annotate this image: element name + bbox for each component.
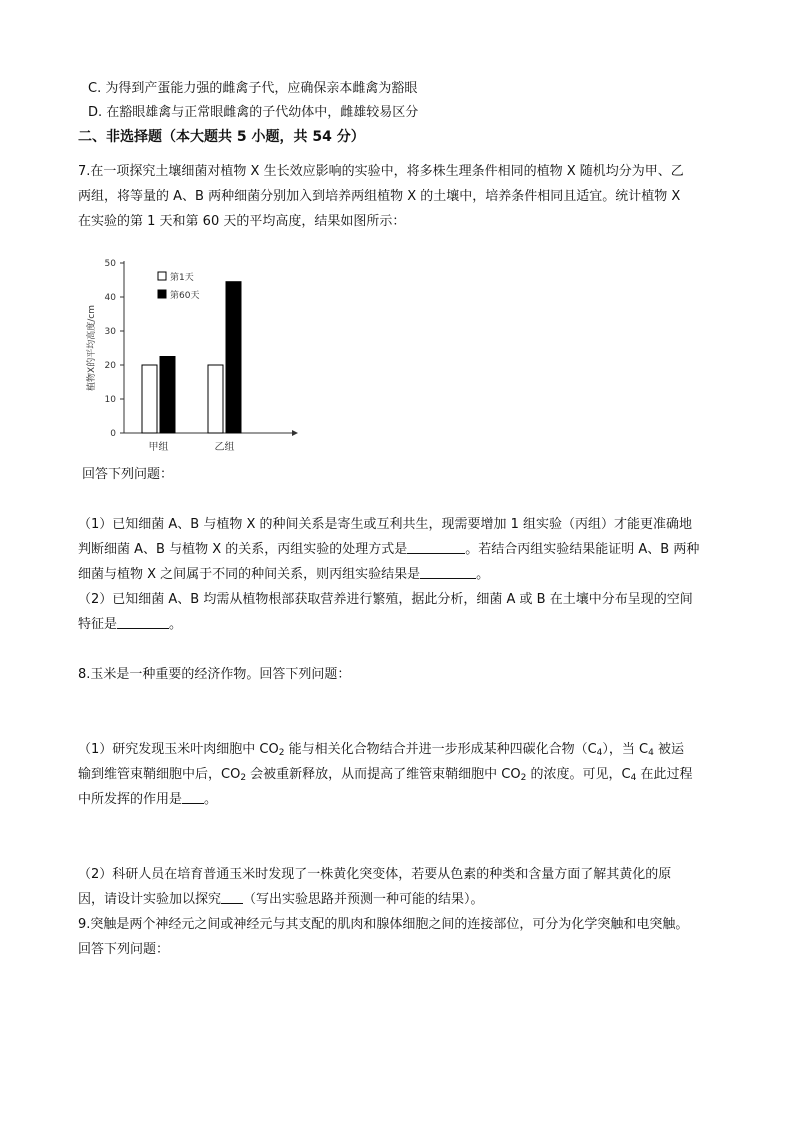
q8-part1-text: 中所发挥的作用是 (78, 792, 183, 807)
y-tick-label: 0 (110, 429, 116, 439)
q8-part1-text: （1）研究发现玉米叶肉细胞中 CO (78, 742, 279, 757)
answer-blank[interactable] (420, 566, 476, 579)
y-tick-label: 10 (104, 395, 116, 405)
y-tick-label: 30 (104, 327, 116, 337)
q8-part1-text: ），当 C (602, 742, 649, 757)
bar-chart (80, 250, 310, 465)
q7-stem-line-1: 7.在一项探究土壤细菌对植物 X 生长效应影响的实验中，将多株生理条件相同的植物 X 随机均分为甲、乙 (78, 164, 684, 179)
x-axis-arrow (292, 430, 298, 436)
answer-blank[interactable] (117, 616, 169, 629)
q7-stem-line-3: 在实验的第 1 天和第 60 天的平均高度，结果如图所示： (78, 214, 406, 229)
answer-blank[interactable] (221, 891, 243, 904)
q8-part2-text: （写出实验思路并预测一种可能的结果）。 (243, 892, 484, 907)
q7-part1-line-3 (78, 566, 489, 584)
legend-label: 第1天 (170, 273, 194, 283)
q8-part2-line-1: （2）科研人员在培育普通玉米时发现了一株黄化突变体，若要从色素的种类和含量方面了解其黄化的原 (78, 867, 672, 882)
q8-part1-text: 会被重新释放，从而提高了维管束鞘细胞中 CO (246, 767, 521, 782)
subscript: 4 (630, 773, 637, 783)
q7-stem-line-2: 两组，将等量的 A、B 两种细菌分别加入到培养两组植物 X 的土壤中，培养条件相同且适宜。统计植物 X (78, 189, 681, 204)
y-tick-label: 40 (104, 293, 116, 303)
x-tick-label: 甲组 (148, 442, 169, 453)
q8-part1-text: 输到维管束鞘细胞中后，CO (78, 767, 241, 782)
q8-part1-text: 。 (204, 792, 218, 807)
q7-part1-line-3-text-b: 。 (476, 567, 490, 582)
q7-part1-line-2-text-a: 判断细菌 A、B 与植物 X 的关系，丙组实验的处理方式是 (78, 542, 408, 557)
subscript: 4 (648, 748, 654, 758)
q8-part1-line-2 (78, 766, 692, 784)
q8-stem: 8.玉米是一种重要的经济作物。回答下列问题： (78, 667, 351, 682)
q7-part1-line-3-text-a: 细菌与植物 X 之间属于不同的种间关系，则丙组实验结果是 (78, 567, 421, 582)
legend-swatch (158, 290, 166, 298)
bar-day60 (226, 282, 241, 433)
subscript: 2 (240, 773, 247, 783)
subscript: 4 (596, 748, 603, 758)
bar-day1 (142, 365, 157, 433)
q7-part1-line-2-text-b: 。若结合丙组实验结果能证明 A、B 两种 (465, 542, 700, 557)
subscript: 2 (278, 748, 285, 758)
answer-blank[interactable] (182, 791, 204, 804)
q7-part2-line-2 (78, 616, 182, 634)
y-tick-label: 20 (104, 361, 116, 371)
q9-stem-line-1: 9.突触是两个神经元之间或神经元与其支配的肌肉和腺体细胞之间的连接部位，可分为化学突触和电突触。 (78, 917, 689, 932)
option-c: C. 为得到产蛋能力强的雌禽子代，应确保亲本雌禽为豁眼 (88, 81, 418, 96)
bar-day1 (208, 365, 223, 433)
q7-part2-line-2-text-a: 特征是 (78, 617, 118, 632)
x-tick-label: 乙组 (214, 442, 235, 453)
q8-part2-text: 因，请设计实验加以探究 (78, 892, 222, 907)
legend-label: 第60天 (170, 291, 200, 301)
q8-part1-line-3 (78, 791, 217, 809)
answer-blank[interactable] (407, 541, 465, 554)
q8-part1-text: 的浓度。可见，C (526, 767, 631, 782)
bar-day60 (160, 357, 175, 434)
q8-part2-line-2 (78, 891, 484, 909)
y-axis-label: 植物X的平均高度/cm (87, 305, 97, 391)
q7-part1-line-1: （1）已知细菌 A、B 与植物 X 的种间关系是寄生或互利共生，现需要增加 1 组实验（丙组）才能更准确地 (78, 517, 693, 532)
q8-part1-text: 能与相关化合物结合并进一步形成某种四碳化合物（C (284, 742, 597, 757)
q8-part1-line-1 (78, 741, 684, 759)
legend-swatch (158, 272, 166, 280)
q9-stem-line-2: 回答下列问题： (78, 942, 170, 957)
q7-answer-prompt: 回答下列问题： (82, 467, 174, 482)
q7-part2-line-2-text-b: 。 (169, 617, 183, 632)
q7-part1-line-2 (78, 541, 699, 559)
q8-part1-text: 在此过程 (636, 767, 693, 782)
q8-part1-text: 被运 (653, 742, 684, 757)
section-heading: 二、非选择题（本大题共 5 小题，共 54 分） (78, 129, 365, 145)
subscript: 2 (520, 773, 527, 783)
q7-part2-line-1: （2）已知细菌 A、B 均需从植物根部获取营养进行繁殖，据此分析，细菌 A 或 B 在土壤中分布呈现的空间 (78, 592, 693, 607)
option-d: D. 在豁眼雄禽与正常眼雌禽的子代幼体中，雌雄较易区分 (88, 105, 419, 120)
y-tick-label: 50 (104, 259, 116, 269)
